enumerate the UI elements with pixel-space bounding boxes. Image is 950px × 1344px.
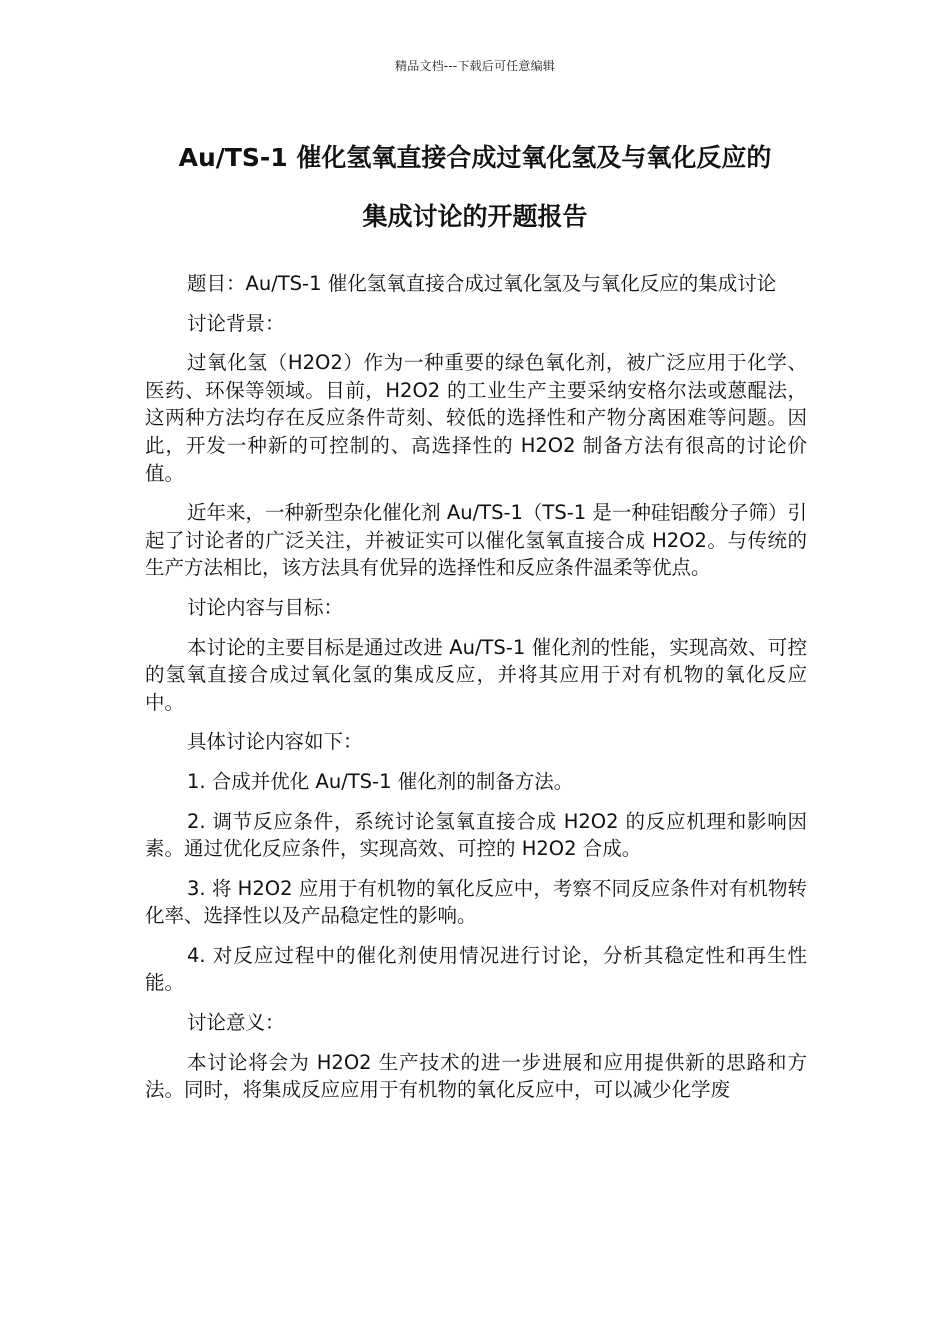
paragraph-background-1: 过氧化氢（H2O2）作为一种重要的绿色氧化剂，被广泛应用于化学、医药、环保等领域。目前，H2O2 的工业生产主要采纳安格尔法或蒽醌法，这两种方法均存在反应条件苛刻、较低的选择性和产物分离困难等问题。因此，开发一种新的可控制的、高选择性的 H2O2 制备方法有很高的讨论价值。 xyxy=(145,351,807,485)
paragraph-main-goal: 本讨论的主要目标是通过改进 Au/TS-1 催化剂的性能，实现高效、可控的氢氧直接合成过氧化氢的集成反应，并将其应用于对有机物的氧化反应中。 xyxy=(145,635,807,714)
list-item-2: 2. 调节反应条件，系统讨论氢氧直接合成 H2O2 的反应机理和影响因素。通过优化反应条件，实现高效、可控的 H2O2 合成。 xyxy=(145,809,807,861)
document-title-line-2: 集成讨论的开题报告 xyxy=(362,202,588,231)
list-item-1: 1. 合成并优化 Au/TS-1 催化剂的制备方法。 xyxy=(187,769,574,793)
paragraph-topic: 题目：Au/TS-1 催化氢氧直接合成过氧化氢及与氧化反应的集成讨论 xyxy=(187,272,777,295)
document-title-line-1: Au/TS-1 催化氢氧直接合成过氧化氢及与氧化反应的 xyxy=(178,143,772,172)
paragraph-background-2: 近年来，一种新型杂化催化剂 Au/TS-1（TS-1 是一种硅铝酸分子筛）引起了讨论者的广泛关注，并被证实可以催化氢氧直接合成 H2O2。与传统的生产方法相比，该方法具有优异的选择性和反应条件温柔等优点。 xyxy=(145,501,807,580)
paragraph-significance: 本讨论将会为 H2O2 生产技术的进一步进展和应用提供新的思路和方法。同时，将集成反应应用于有机物的氧化反应中，可以减少化学废 xyxy=(145,1050,807,1102)
list-item-4: 4. 对反应过程中的催化剂使用情况进行讨论，分析其稳定性和再生性能。 xyxy=(145,943,807,995)
heading-content-goals: 讨论内容与目标： xyxy=(187,595,344,619)
heading-background: 讨论背景： xyxy=(187,311,285,335)
document-body xyxy=(145,270,807,1116)
list-item-3: 3. 将 H2O2 应用于有机物的氧化反应中，考察不同反应条件对有机物转化率、选择性以及产品稳定性的影响。 xyxy=(145,876,807,928)
header-note: 精品文档---下载后可任意编辑 xyxy=(395,59,555,73)
heading-significance: 讨论意义： xyxy=(187,1011,285,1035)
heading-specific-content: 具体讨论内容如下： xyxy=(187,730,363,754)
